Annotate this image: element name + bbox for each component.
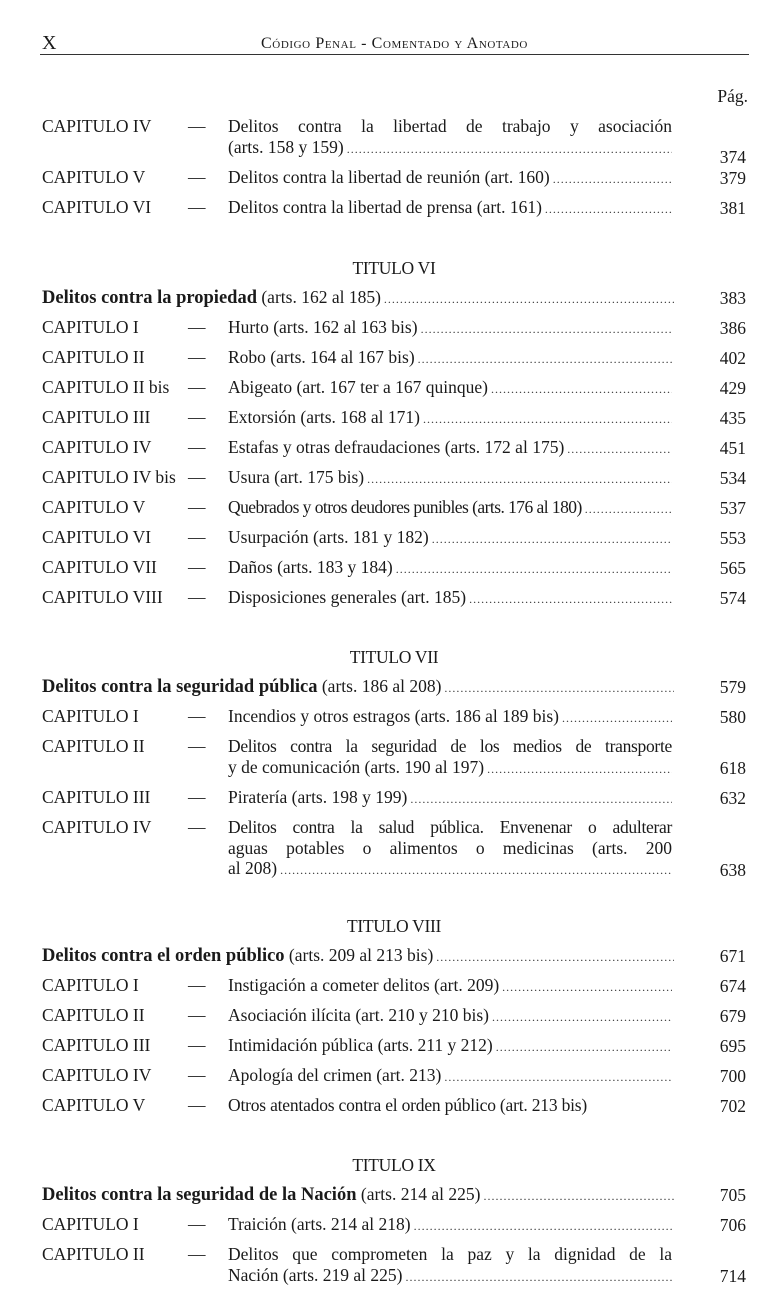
group-title: Delitos contra la seguridad de la Nación xyxy=(42,1185,357,1205)
group-page: 705 xyxy=(719,1184,746,1205)
entry-page: 674 xyxy=(719,975,746,996)
titulo-heading: TITULO VII xyxy=(349,647,439,667)
entry-page: 379 xyxy=(719,167,746,188)
entry-title-line: (arts. 158 y 159) xyxy=(228,136,344,157)
toc-entry: CAPITULO II — Delitos que comprometen la paz y la dignidad de la Nación (arts. 219 al 225) ..... 714 xyxy=(40,1244,748,1295)
group-title: Delitos contra la propiedad xyxy=(42,288,257,308)
toc-entry: CAPITULO IV — Apología del crimen (art. 213) ..... 700 xyxy=(40,1065,748,1095)
chapter-label: CAPITULO VII xyxy=(42,557,157,577)
entry-page: 638 xyxy=(719,859,746,880)
chapter-label: CAPITULO VI xyxy=(42,197,152,217)
delitos-group-line xyxy=(40,945,748,975)
toc-entry: CAPITULO II — Robo (arts. 164 al 167 bis) ..... 402 xyxy=(40,347,748,377)
chapter-label: CAPITULO IV xyxy=(42,1065,152,1085)
toc-entry: CAPITULO V — Delitos contra la libertad de reunión (art. 160) ..... 379 xyxy=(40,167,748,197)
toc-block-titulo-ix xyxy=(40,1214,748,1295)
entry-page: 381 xyxy=(719,197,746,218)
entry-title: Asociación ilícita (art. 210 y 210 bis) xyxy=(228,1005,489,1025)
chapter-label: CAPITULO IV xyxy=(42,116,152,136)
entry-title: Piratería (arts. 198 y 199) xyxy=(228,787,408,807)
chapter-label: CAPITULO V xyxy=(42,1095,146,1115)
group-articles: (arts. 186 al 208) xyxy=(321,676,442,696)
entry-title: Estafas y otras defraudaciones (arts. 172 al 175) xyxy=(228,437,565,457)
toc-entry: CAPITULO VII — Daños (arts. 183 y 184) ..... 565 xyxy=(40,557,748,587)
toc-block-top xyxy=(40,116,748,227)
entry-title: Apología del crimen (art. 213) xyxy=(228,1065,442,1085)
chapter-label: CAPITULO V xyxy=(42,167,146,187)
entry-title: Robo (arts. 164 al 167 bis) xyxy=(228,347,415,367)
chapter-label: CAPITULO I xyxy=(42,1214,139,1234)
toc-entry: CAPITULO III — Piratería (arts. 198 y 199) ..... 632 xyxy=(40,787,748,817)
chapter-label: CAPITULO I xyxy=(42,317,139,337)
delitos-group-line xyxy=(40,287,748,317)
group-page: 383 xyxy=(719,287,746,308)
entry-title: Hurto (arts. 162 al 163 bis) xyxy=(228,317,418,337)
chapter-label: CAPITULO I xyxy=(42,975,139,995)
delitos-group-line xyxy=(40,1184,748,1214)
entry-title-line: aguas potables o alimentos o medicinas (arts. 200 xyxy=(228,837,672,858)
entry-title: Quebrados y otros deudores punibles (arts. 176 al 180) xyxy=(228,497,582,517)
titulo-heading: TITULO IX xyxy=(352,1155,436,1175)
chapter-label: CAPITULO IV xyxy=(42,817,152,837)
entry-page: 374 xyxy=(719,146,746,167)
running-header xyxy=(40,30,749,55)
entry-title-line: Delitos contra la libertad de trabajo y asociación xyxy=(228,116,672,136)
entry-title: Incendios y otros estragos (arts. 186 al 189 bis) xyxy=(228,706,559,726)
toc-block-titulo-viii xyxy=(40,975,748,1125)
toc-entry: CAPITULO II — Delitos contra la seguridad de los medios de transporte y de comunicación (arts. 190 al 197) ..... 618 xyxy=(40,736,748,787)
entry-page: 700 xyxy=(719,1065,746,1086)
toc-entry: CAPITULO V — Otros atentados contra el orden público (art. 213 bis) 702 xyxy=(42,1095,746,1116)
group-title: Delitos contra el orden público xyxy=(42,946,285,966)
entry-title: Intimidación pública (arts. 211 y 212) xyxy=(228,1035,493,1055)
toc-block-titulo-vi xyxy=(40,317,748,617)
chapter-label: CAPITULO VI xyxy=(42,527,152,547)
entry-title-line: Delitos que comprometen la paz y la dignidad de la xyxy=(228,1244,672,1264)
chapter-label: CAPITULO II xyxy=(42,736,145,756)
chapter-label: CAPITULO II bis xyxy=(42,377,170,397)
entry-title: Daños (arts. 183 y 184) xyxy=(228,557,393,577)
page-number: X xyxy=(42,32,57,54)
chapter-label: CAPITULO I xyxy=(42,706,139,726)
entry-page: 402 xyxy=(719,347,746,368)
titulo-heading: TITULO VIII xyxy=(346,916,442,936)
entry-title: Usura (art. 175 bis) xyxy=(228,467,365,487)
entry-title-line: y de comunicación (arts. 190 al 197) xyxy=(228,756,485,777)
entry-page: 702 xyxy=(719,1095,746,1116)
group-page: 671 xyxy=(719,945,746,966)
entry-page: 714 xyxy=(719,1265,746,1286)
toc-entry: CAPITULO VIII — Disposiciones generales (art. 185) ..... 574 xyxy=(40,587,748,617)
group-articles: (arts. 214 al 225) xyxy=(360,1184,481,1204)
group-articles: (arts. 162 al 185) xyxy=(261,287,381,307)
group-articles: (arts. 209 al 213 bis) xyxy=(288,945,434,965)
toc-entry: CAPITULO V — Quebrados y otros deudores punibles (arts. 176 al 180) ..... 537 xyxy=(40,497,748,527)
entry-page: 553 xyxy=(719,527,746,548)
entry-page: 451 xyxy=(719,437,746,458)
toc-entry: CAPITULO I — Incendios y otros estragos (arts. 186 al 189 bis) ..... 580 xyxy=(40,706,748,736)
toc-entry: CAPITULO II bis — Abigeato (art. 167 ter a 167 quinque) ..... 429 xyxy=(40,377,748,407)
entry-page: 565 xyxy=(719,557,746,578)
entry-page: 386 xyxy=(719,317,746,338)
group-title: Delitos contra la seguridad pública xyxy=(42,677,318,697)
toc-entry: CAPITULO I — Instigación a cometer delitos (art. 209) ..... 674 xyxy=(40,975,748,1005)
delitos-group-line xyxy=(40,676,748,706)
entry-title: Extorsión (arts. 168 al 171) xyxy=(228,407,420,427)
chapter-label: CAPITULO VIII xyxy=(42,587,163,607)
entry-title: Delitos contra la libertad de prensa (art. 161) xyxy=(228,197,542,217)
chapter-label: CAPITULO III xyxy=(42,1035,151,1055)
entry-page: 706 xyxy=(719,1214,746,1235)
entry-title-line: al 208) xyxy=(228,858,278,878)
toc-entry: CAPITULO I — Traición (arts. 214 al 218) ..... 706 xyxy=(40,1214,748,1244)
entry-page: 537 xyxy=(719,497,746,518)
toc-entry: CAPITULO IV — Delitos contra la salud pública. Envenenar o adulterar aguas potables o alimentos o medicinas (arts. 200 al 208) ..... 638 xyxy=(40,817,748,889)
chapter-label: CAPITULO V xyxy=(42,497,146,517)
chapter-label: CAPITULO II xyxy=(42,1005,145,1025)
entry-title: Abigeato (art. 167 ter a 167 quinque) xyxy=(228,377,488,397)
entry-page: 580 xyxy=(719,706,746,727)
entry-page: 429 xyxy=(719,377,746,398)
toc-entry: CAPITULO IV bis — Usura (art. 175 bis) ..... 534 xyxy=(40,467,748,497)
chapter-label: CAPITULO IV bis xyxy=(42,467,176,487)
toc-entry: CAPITULO VI — Usurpación (arts. 181 y 182) ..... 553 xyxy=(40,527,748,557)
entry-title-line: Nación (arts. 219 al 225) xyxy=(228,1264,403,1285)
page-column-label: Pág. xyxy=(717,86,748,106)
entry-title-line: Delitos contra la seguridad de los medios de transporte xyxy=(228,736,672,756)
toc-entry: CAPITULO VI — Delitos contra la libertad de prensa (art. 161) ..... 381 xyxy=(40,197,748,227)
toc-entry: CAPITULO III — Intimidación pública (arts. 211 y 212) ..... 695 xyxy=(40,1035,748,1065)
entry-page: 695 xyxy=(719,1035,746,1056)
book-title: Código Penal - Comentado y Anotado xyxy=(261,35,528,52)
entry-page: 618 xyxy=(719,757,746,778)
toc-block-titulo-vii xyxy=(40,706,748,889)
chapter-label: CAPITULO IV xyxy=(42,437,152,457)
toc-entry: CAPITULO II — Asociación ilícita (art. 210 y 210 bis) ..... 679 xyxy=(40,1005,748,1035)
entry-title: Traición (arts. 214 al 218) xyxy=(228,1214,411,1234)
entry-title: Disposiciones generales (art. 185) xyxy=(228,587,467,607)
entry-title: Delitos contra la libertad de reunión (art. 160) xyxy=(228,167,550,187)
entry-title: Instigación a cometer delitos (art. 209) xyxy=(228,975,500,995)
group-page: 579 xyxy=(719,676,746,697)
entry-page: 574 xyxy=(719,587,746,608)
toc-entry: CAPITULO III — Extorsión (arts. 168 al 171) ..... 435 xyxy=(40,407,748,437)
entry-page: 632 xyxy=(719,787,746,808)
entry-title-line: Delitos contra la salud pública. Envenenar o adulterar xyxy=(228,817,672,837)
chapter-label: CAPITULO II xyxy=(42,347,145,367)
entry-title: Otros atentados contra el orden público (art. 213 bis) xyxy=(228,1095,588,1115)
chapter-label: CAPITULO III xyxy=(42,787,151,807)
toc-entry: CAPITULO IV — Delitos contra la libertad de trabajo y asociación (arts. 158 y 159) ..... 374 xyxy=(40,116,748,167)
entry-page: 435 xyxy=(719,407,746,428)
titulo-heading: TITULO VI xyxy=(352,258,436,278)
toc-entry: CAPITULO I — Hurto (arts. 162 al 163 bis) ..... 386 xyxy=(40,317,748,347)
chapter-label: CAPITULO III xyxy=(42,407,151,427)
entry-page: 679 xyxy=(719,1005,746,1026)
chapter-label: CAPITULO II xyxy=(42,1244,145,1264)
entry-page: 534 xyxy=(719,467,746,488)
entry-title: Usurpación (arts. 181 y 182) xyxy=(228,527,429,547)
toc-entry: CAPITULO IV — Estafas y otras defraudaciones (arts. 172 al 175) ..... 451 xyxy=(40,437,748,467)
